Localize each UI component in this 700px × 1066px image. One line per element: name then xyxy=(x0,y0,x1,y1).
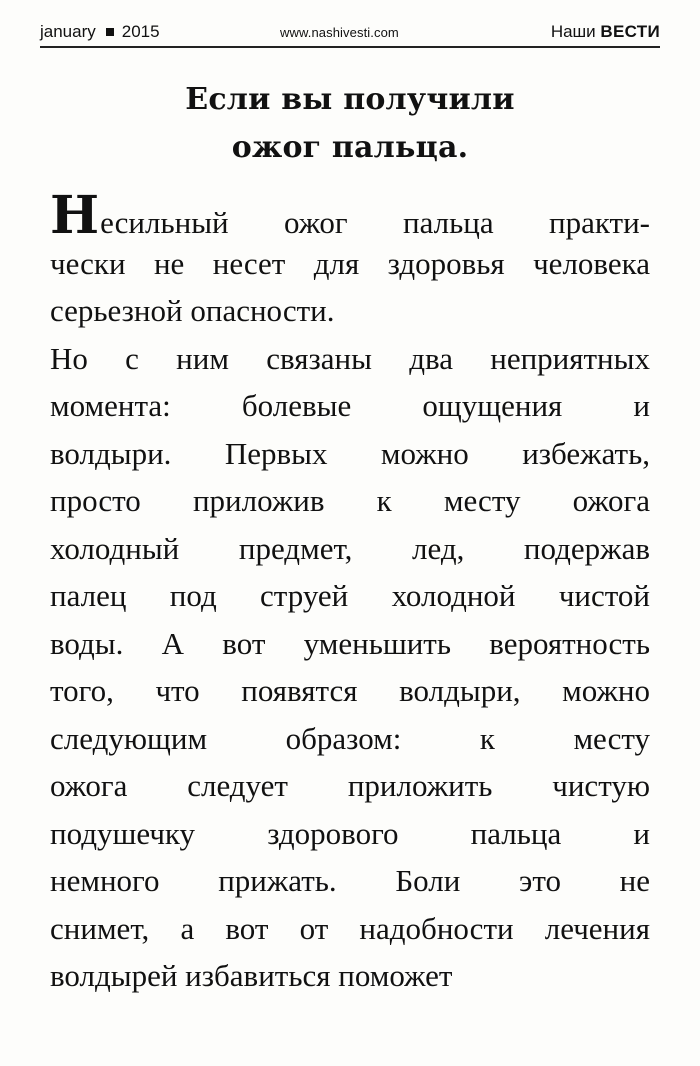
issue-month: january xyxy=(40,22,96,41)
body-line: чески не несет для здоровья человека xyxy=(50,245,650,281)
body-line: Но с ним связаны два неприятных xyxy=(50,340,650,376)
square-bullet-icon xyxy=(106,28,114,36)
page-header xyxy=(40,20,660,48)
body-line: серьезной опасности. xyxy=(50,293,335,328)
body-line: воды. А вот уменьшить вероятность xyxy=(50,625,650,661)
body-line: момента: болевые ощущения и xyxy=(50,388,650,423)
article-title xyxy=(40,76,660,172)
body-line: того, что появятся волдыри, можно xyxy=(50,673,651,708)
publication-prefix: Наши xyxy=(550,22,596,41)
body-line: ожога следует приложить чистую xyxy=(50,768,650,803)
body-line: волдырей избавиться поможет xyxy=(50,958,453,993)
publication-name xyxy=(551,20,660,44)
body-line: просто приложив к месту ожога xyxy=(50,483,650,518)
article-title-line-1: Если вы получили xyxy=(185,82,515,117)
article-body xyxy=(50,185,651,1000)
body-line: холодный предмет, лед, подержав xyxy=(50,530,650,566)
drop-cap: Н xyxy=(50,185,100,246)
article-title-line-2: ожог пальца. xyxy=(231,130,469,165)
body-line xyxy=(50,185,650,246)
issue-year: 2015 xyxy=(121,22,160,41)
body-line: следующим образом: к месту xyxy=(50,720,650,756)
body-line: немного прижать. Боли это не xyxy=(50,863,650,898)
site-url: www.nashivesti.com xyxy=(280,25,399,40)
body-line: подушечку здорового пальца и xyxy=(50,815,650,851)
publication-title: ВЕСТИ xyxy=(600,22,660,41)
body-line: палец под струей холодной чистой xyxy=(50,578,651,613)
issue-date xyxy=(40,20,160,44)
body-line: волдыри. Первых можно избежать, xyxy=(50,435,650,471)
body-line-text: есильный ожог пальца практи- xyxy=(100,205,650,240)
body-line: снимет, а вот от надобности лечения xyxy=(50,910,650,946)
